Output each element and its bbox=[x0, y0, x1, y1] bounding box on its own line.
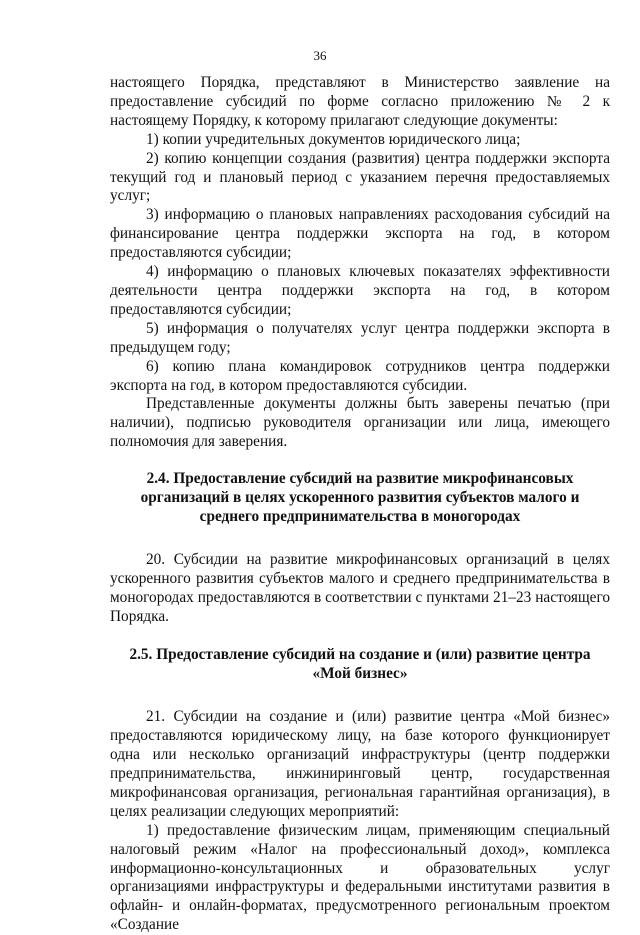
list-item: 1) предоставление физическим лицам, применяющим специальный налоговый режим «Налог на профессиональный доход», комплекса информационно-консультационных и образовательных услуг организациями инфраструктуры и федеральными институтами развития в офлайн- и онлайн-форматах, предусмотренного региональным проектом «Создание bbox=[110, 821, 610, 934]
section-heading-2-5: 2.5. Предоставление субсидий на создание и (или) развитие центра «Мой бизнес» bbox=[129, 646, 591, 683]
paragraph-20: 20. Субсидии на развитие микрофинансовых организаций в целях ускоренного развития субъектов малого и среднего предпринимательства в моногородах предоставляются в соответствии с пунктами 21–23 настоящего Порядка. bbox=[110, 550, 610, 625]
list-item: 5) информация о получателях услуг центра поддержки экспорта в предыдущем году; bbox=[110, 319, 610, 356]
page-number: 36 bbox=[313, 48, 327, 63]
paragraph-21: 21. Субсидии на создание и (или) развитие центра «Мой бизнес» предоставляются юридическому лицу, на базе которого функционирует одна или несколько организаций инфраструктуры (центр поддержки предпринимательства, инжиниринговый центр, государственная микрофинансовая организация, региональная гарантийная организация), в целях реализации следующих мероприятий: bbox=[110, 708, 610, 820]
intro-line-3: Порядку, к которому прилагают следующие документы: bbox=[192, 111, 558, 129]
list-item: 6) копию плана командировок сотрудников центра поддержки экспорта на год, в котором предоставляются субсидии. bbox=[110, 357, 610, 394]
list-item: 2) копию концепции создания (развития) центра поддержки экспорта текущий год и плановый период с указанием перечня предоставляемых услуг; bbox=[110, 149, 610, 205]
intro-line-2: предоставление субсидий по форме согласно приложению № 2 к настоящему bbox=[110, 92, 610, 129]
list-item: 3) информацию о плановых направлениях расходования субсидий на финансирование центра поддержки экспорта на год, в котором предоставляются субсидии; bbox=[110, 206, 610, 262]
body-text bbox=[110, 74, 610, 935]
intro-line-1: настоящего Порядка, представляют в Министерство заявление на bbox=[110, 74, 610, 91]
list-item: 4) информацию о плановых ключевых показателях эффективности деятельности центра поддержки экспорта на год, в котором предоставляются субсидии; bbox=[110, 263, 610, 318]
intro-paragraph bbox=[110, 74, 610, 131]
certification-paragraph: Представленные документы должны быть заверены печатью (при наличии), подписью руководителя организации или лица, имеющего полномочия для заверения. bbox=[110, 395, 610, 451]
list-item: 1) копии учредительных документов юридического лица; bbox=[146, 130, 521, 148]
section-heading-2-4: 2.4. Предоставление субсидий на развитие микрофинансовых организаций в целях ускоренного развития субъектов малого и среднего предпринимательства в моногородах bbox=[140, 470, 580, 525]
